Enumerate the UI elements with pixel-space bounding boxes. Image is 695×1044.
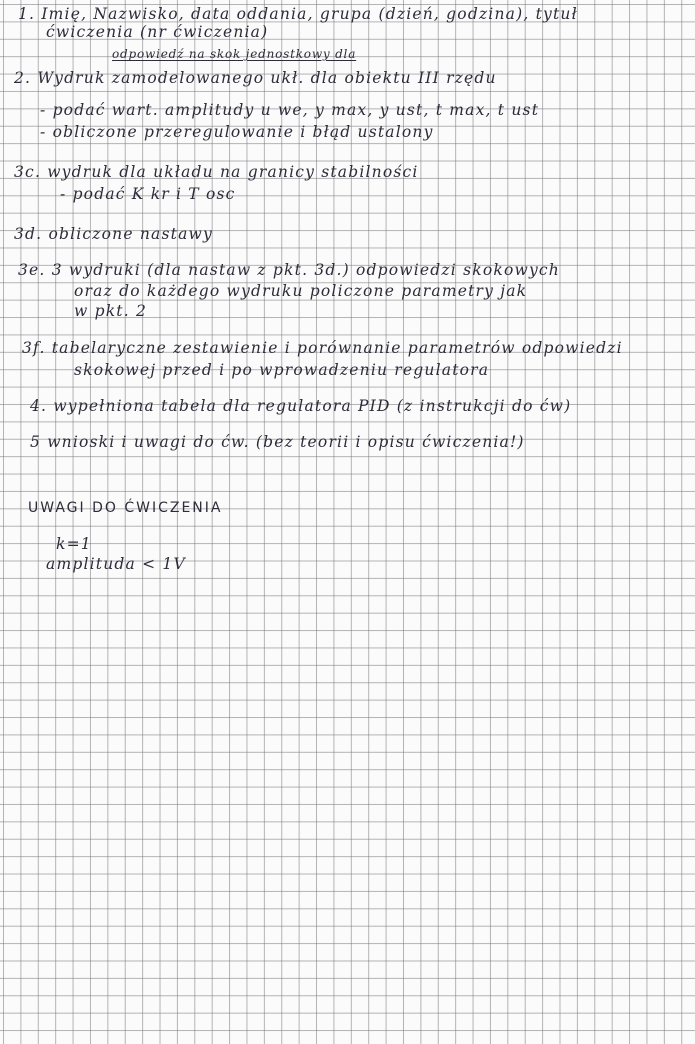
item-1-line-3: odpowiedź na skok jednostkowy dla <box>112 47 357 61</box>
item-3e-line-3: w pkt. 2 <box>74 302 148 320</box>
item-1-line-1: 1. Imię, Nazwisko, data oddania, grupa (dzień, godzina), tytuł <box>18 5 578 23</box>
item-3d-line-1: 3d. obliczone nastawy <box>14 225 213 243</box>
remarks-line-1: k=1 <box>56 535 92 553</box>
item-3e-line-1: 3e. 3 wydruki (dla nastaw z pkt. 3d.) odpowiedzi skokowych <box>18 261 560 279</box>
item-3f-line-2: skokowej przed i po wprowadzeniu regulatora <box>74 361 490 379</box>
item-3c-line-1: 3c. wydruk dla układu na granicy stabilności <box>14 163 419 181</box>
item-2-line-2: - podać wart. amplitudy u we, y max, y ust, t max, t ust <box>40 101 540 119</box>
item-3c-line-2: - podać K kr i T osc <box>60 185 236 203</box>
item-2-line-1: 2. Wydruk zamodelowanego ukł. dla obiektu III rzędu <box>14 69 497 87</box>
remarks-line-2: amplituda < 1V <box>46 555 186 573</box>
item-2-line-3: - obliczone przeregulowanie i błąd ustalony <box>40 123 434 141</box>
item-3e-line-2: oraz do każdego wydruku policzone parametry jak <box>74 282 528 300</box>
item-3f-line-1: 3f. tabelaryczne zestawienie i porównanie parametrów odpowiedzi <box>22 339 623 357</box>
item-4-line-1: 4. wypełniona tabela dla regulatora PID (z instrukcji do ćw) <box>30 397 572 415</box>
item-1-line-2: ćwiczenia (nr ćwiczenia) <box>46 23 269 41</box>
remarks-heading: UWAGI DO ĆWICZENIA <box>28 500 223 516</box>
item-5-line-1: 5 wnioski i uwagi do ćw. (bez teorii i opisu ćwiczenia!) <box>30 433 525 451</box>
